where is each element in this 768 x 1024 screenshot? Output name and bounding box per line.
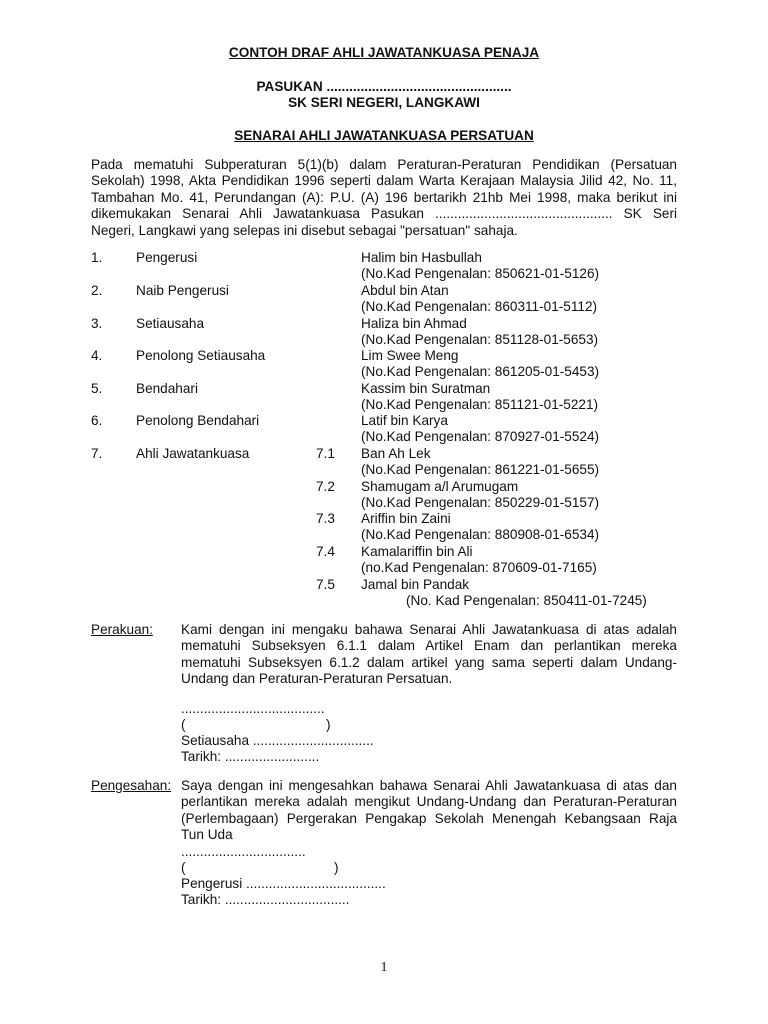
member-ic: (No.Kad Pengenalan: 880908-01-6534) <box>361 527 600 542</box>
member-ic: (No.Kad Pengenalan: 860311-01-5112) <box>361 299 598 314</box>
name-bracket-open: ( <box>181 717 186 732</box>
member-position: Setiausaha <box>136 316 205 331</box>
perakuan-line: mematuhi Subseksyen 6.1.1 dalam Artikel Enam dan perlantikan mereka <box>181 638 677 654</box>
member-number: 5. <box>91 381 103 396</box>
committee-sub-number: 7.5 <box>316 577 335 592</box>
member-ic: (No.Kad Pengenalan: 861205-01-5453) <box>361 364 600 379</box>
committee-sub-number: 7.2 <box>316 479 335 494</box>
member-name: Abdul bin Atan <box>361 283 449 298</box>
list-heading: SENARAI AHLI JAWATANKUASA PERSATUAN <box>234 128 534 143</box>
role-line: Pengerusi ..................................... <box>181 876 386 891</box>
date-line: Tarikh: ................................. <box>181 892 350 907</box>
name-bracket-open: ( <box>181 860 186 875</box>
member-name: Latif bin Karya <box>361 413 448 428</box>
member-name: Ariffin bin Zaini <box>361 511 451 526</box>
member-name: Kamalariffin bin Ali <box>361 544 473 559</box>
member-position: Ahli Jawatankuasa <box>136 446 250 461</box>
member-ic: (No.Kad Pengenalan: 861221-01-5655) <box>361 462 600 477</box>
member-ic: (No.Kad Pengenalan: 850229-01-5157) <box>361 495 600 510</box>
member-number: 1. <box>91 250 103 265</box>
member-ic: (No.Kad Pengenalan: 850621-01-5126) <box>361 266 600 281</box>
page-number: 1 <box>380 960 388 975</box>
member-name: Shamugam a/l Arumugam <box>361 479 519 494</box>
signature-line: ................................. <box>181 844 306 859</box>
pengesahan-text <box>181 778 677 844</box>
member-name: Haliza bin Ahmad <box>361 316 467 331</box>
pengesahan-line: Tun Uda <box>181 827 233 843</box>
member-name: Jamal bin Pandak <box>361 577 470 592</box>
pengesahan-label: Pengesahan: <box>91 778 172 793</box>
name-bracket-close: ) <box>326 717 331 732</box>
intro-line: dikemukakan Senarai Ahli Jawatankuasa Pasukan ............................................... SK Seri <box>91 206 677 222</box>
member-position: Penolong Bendahari <box>136 413 260 428</box>
member-number: 7. <box>91 446 103 461</box>
member-position: Naib Pengerusi <box>136 283 229 298</box>
member-number: 6. <box>91 413 103 428</box>
committee-sub-number: 7.1 <box>316 446 335 461</box>
member-name: Lim Swee Meng <box>361 348 459 363</box>
perakuan-text <box>181 622 677 688</box>
member-name: Kassim bin Suratman <box>361 381 491 396</box>
perakuan-line: Kami dengan ini mengaku bahawa Senarai Ahli Jawatankuasa di atas adalah <box>181 622 677 637</box>
pengesahan-line: perlantikan mereka adalah mengikut Undang-Undang dan Peraturan-Peraturan <box>181 794 677 810</box>
member-name: Ban Ah Lek <box>361 446 431 461</box>
member-number: 4. <box>91 348 103 363</box>
member-position: Bendahari <box>136 381 198 396</box>
intro-line: Negeri, Langkawi yang selepas ini disebut sebagai "persatuan" sahaja. <box>91 222 518 238</box>
intro-line: Sekolah) 1998, Akta Pendidikan 1996 seperti dalam Warta Kerajaan Malaysia Jilid 42, No. 11, <box>91 173 677 189</box>
school-line: SK SERI NEGERI, LANGKAWI <box>288 95 480 110</box>
perakuan-label: Perakuan: <box>91 622 153 637</box>
pengesahan-line: Saya dengan ini mengesahkan bahawa Senarai Ahli Jawatankuasa di atas dan <box>181 778 677 793</box>
date-line: Tarikh: ......................... <box>181 749 320 764</box>
role-line: Setiausaha ................................ <box>181 733 374 748</box>
member-ic: (No.Kad Pengenalan: 870927-01-5524) <box>361 429 600 444</box>
intro-line: Pada mematuhi Subperaturan 5(1)(b) dalam Peraturan-Peraturan Pendidikan (Persatuan <box>91 157 677 172</box>
member-ic: (no.Kad Pengenalan: 870609-01-7165) <box>361 560 597 575</box>
member-position: Penolong Setiausaha <box>136 348 266 363</box>
perakuan-line: mematuhi Subseksyen 6.1.2 dalam artikel yang sama seperti dalam Undang- <box>181 654 677 670</box>
name-bracket-close: ) <box>334 860 339 875</box>
member-ic: (No.Kad Pengenalan: 851121-01-5221) <box>361 397 599 412</box>
member-number: 3. <box>91 316 103 331</box>
member-ic: (No. Kad Pengenalan: 850411-01-7245) <box>406 593 647 608</box>
member-name: Halim bin Hasbullah <box>361 250 482 265</box>
intro-paragraph <box>91 157 677 239</box>
committee-sub-number: 7.4 <box>316 544 335 559</box>
intro-line: Tambahan Mo. 41, Perundangan (A): P.U. (A) 196 bertarikh 21hb Mei 1998, maka berikut ini <box>91 189 677 205</box>
pengesahan-line: (Perlembagaan) Pergerakan Pengakap Sekolah Menengah Kebangsaan Raja <box>181 810 677 826</box>
pasukan-line: PASUKAN ................................................. <box>256 79 512 94</box>
member-position: Pengerusi <box>136 250 198 265</box>
member-number: 2. <box>91 283 103 298</box>
document-title: CONTOH DRAF AHLI JAWATANKUASA PENAJA <box>228 45 540 60</box>
member-ic: (No.Kad Pengenalan: 851128-01-5653) <box>361 332 599 347</box>
committee-sub-number: 7.3 <box>316 511 335 526</box>
perakuan-line: Undang dan Peraturan-Peraturan Persatuan. <box>181 671 453 687</box>
signature-line: ...................................... <box>181 701 325 716</box>
